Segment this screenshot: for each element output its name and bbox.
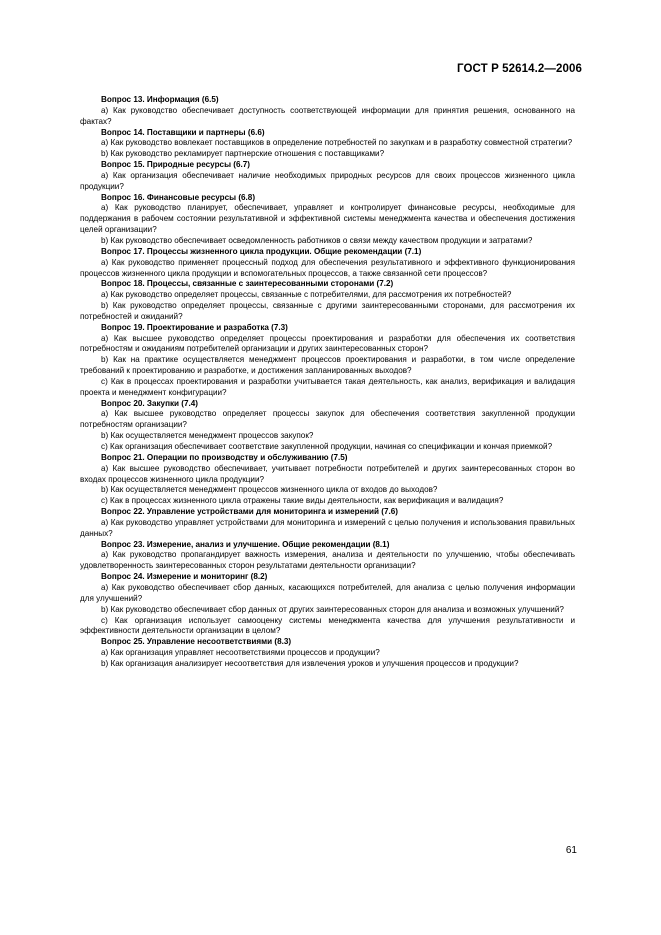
question-item: с) Как организация обеспечивает соответствие закупленной продукции, начиная со спецификации и кончая приемкой? (101, 442, 553, 451)
question-item: а) Как организация обеспечивает наличие необходимых природных ресурсов для своих процессов жизненного цикла продукции? (80, 170, 575, 191)
question-item: b) Как на практике осуществляется менеджмент процессов проектирования и разработки, в том числе определение требований к проектированию и разработке, и достижения запланированных выходов? (80, 355, 575, 376)
question-item: а) Как организация управляет несоответствиями процессов и продукции? (101, 648, 380, 658)
question-item: а) Как высшее руководство обеспечивает, учитывает потребности потребителей и других заинтересованных сторон во входах процессов жизненного цикла продукции? (80, 463, 575, 484)
question-item: а) Как высшее руководство определяет процессы закупок для обеспечения соответствия закупленной продукции потребностям организации? (80, 409, 575, 430)
question-heading: Вопрос 15. Природные ресурсы (6.7) (101, 160, 250, 170)
question-heading: Вопрос 23. Измерение, анализ и улучшение. Общие рекомендации (8.1) (101, 539, 390, 549)
question-heading: Вопрос 14. Поставщики и партнеры (6.6) (101, 127, 265, 137)
question-heading: Вопрос 17. Процессы жизненного цикла продукции. Общие рекомендации (7.1) (101, 246, 422, 256)
question-item: b) Как осуществляется менеджмент процессов закупок? (101, 431, 314, 441)
question-item: а) Как руководство планирует, обеспечивает, управляет и контролирует финансовые ресурсы, необходимые для поддержания в рабочем состоянии результативной и эффективной системы менеджмента качества и обеспечения достижения целей организации? (80, 203, 575, 235)
question-heading: Вопрос 13. Информация (6.5) (101, 95, 219, 104)
question-item: b) Как руководство обеспечивает сбор данных от других заинтересованных сторон для анализа и возможных улучшений? (101, 604, 564, 614)
question-item: b) Как руководство определяет процессы, связанные с другими заинтересованными сторонами, для рассмотрения их потребностей и ожиданий? (80, 301, 575, 321)
question-item: b) Как осуществляется менеджмент процессов жизненного цикла от входов до выходов? (101, 485, 438, 495)
question-item: а) Как высшее руководство определяет процессы проектирования и разработки для обеспечения их соответствия потребностям и ожиданиям потребителей организации и других заинтересованных сторон? (80, 333, 575, 354)
question-heading: Вопрос 18. Процессы, связанные с заинтересованными сторонами (7.2) (101, 279, 394, 289)
question-item: а) Как руководство обеспечивает доступность соответствующей информации для принятия решения, основанного на фактах? (80, 105, 575, 126)
question-heading: Вопрос 22. Управление устройствами для мониторинга и измерений (7.6) (101, 507, 398, 517)
question-item: с) Как в процессах проектирования и разработки учитывается такая деятельность, как анализ, верификация и валидация проекта и менеджмент конфигурации? (80, 376, 575, 397)
question-item: а) Как руководство вовлекает поставщиков в определение потребностей по закупкам и в разработку совместной стратегии? (101, 138, 573, 148)
document-id: ГОСТ Р 52614.2—2006 (457, 63, 582, 75)
question-heading: Вопрос 19. Проектирование и разработка (7.3) (101, 322, 288, 332)
question-item: с) Как в процессах жизненного цикла отражены такие виды деятельности, как верификация и валидация? (101, 496, 504, 506)
question-item: b) Как руководство рекламирует партнерские отношения с поставщиками? (101, 149, 385, 159)
document-body (80, 95, 575, 670)
question-item: а) Как руководство применяет процессный подход для обеспечения результативного и эффективного функционирования процессов жизненного цикла продукции и вспомогательных процессов, а также связанной сети процессов? (80, 257, 575, 278)
page-number: 61 (565, 845, 577, 856)
question-heading: Вопрос 21. Операции по производству и обслуживанию (7.5) (101, 452, 348, 462)
question-heading: Вопрос 16. Финансовые ресурсы (6.8) (101, 192, 256, 202)
question-item: а) Как руководство определяет процессы, связанные с потребителями, для рассмотрения их потребностей? (101, 290, 512, 300)
question-item: с) Как организация использует самооценку системы менеджмента качества для улучшения результативности и эффективности деятельности организации в целом? (80, 615, 575, 636)
question-item: а) Как руководство пропагандирует важность измерения, анализа и деятельности по улучшению, чтобы обеспечивать удовлетворенность заинтересованных сторон результатами деятельности организации? (80, 550, 575, 571)
question-item: а) Как руководство обеспечивает сбор данных, касающихся потребителей, для анализа с целью получения информации для улучшений? (80, 582, 575, 603)
question-item: b) Как руководство обеспечивает осведомленность работников о связи между качеством продукции и затратами? (101, 235, 533, 245)
question-item: b) Как организация анализирует несоответствия для извлечения уроков и улучшения процессов и продукции? (101, 658, 519, 668)
question-item: а) Как руководство управляет устройствами для мониторинга и измерений с целью получения и использования правильных данных? (80, 517, 575, 538)
question-heading: Вопрос 24. Измерение и мониторинг (8.2) (101, 572, 268, 582)
question-heading: Вопрос 25. Управление несоответствиями (8.3) (101, 637, 292, 647)
question-heading: Вопрос 20. Закупки (7.4) (101, 398, 199, 408)
